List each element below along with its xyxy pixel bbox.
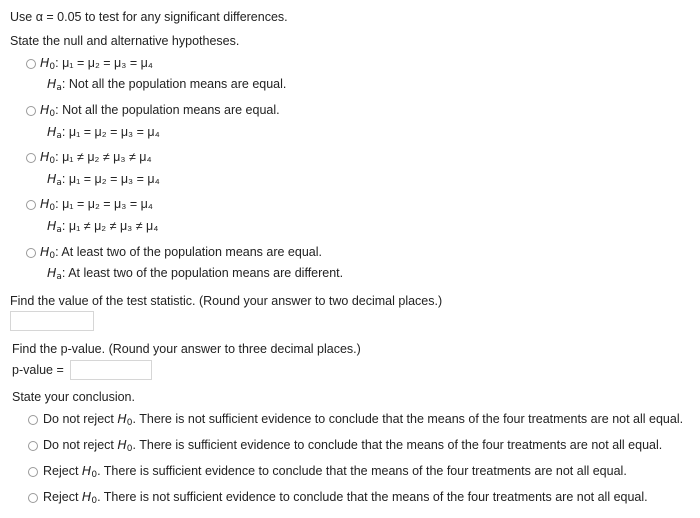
conclusion-prompt: State your conclusion. [12,390,135,404]
hypothesis-radio-5[interactable] [26,248,36,258]
hypothesis-option-3-ha: $H_a$: μ₁ = μ₂ = μ₃ = μ₄ [47,171,160,188]
hypothesis-radio-4[interactable] [26,200,36,210]
conclusion-option-2: Do not reject $H_0$. There is sufficient evidence to conclude that the means of the four treatments are not all equal. [43,437,663,454]
conclusion-option-4: Reject $H_0$. There is not sufficient evidence to conclude that the means of the four treatments are not all equal. [43,489,648,506]
conclusion-action: Reject [43,464,79,478]
hypothesis-option-2-h0: $H_0$: Not all the population means are equal. [40,102,280,119]
conclusion-option-1: Do not reject $H_0$. There is not sufficient evidence to conclude that the means of the four treatments are not all equal. [43,411,684,428]
pvalue-label: p-value = [12,363,64,377]
hypothesis-option-2-ha: $H_a$: μ₁ = μ₂ = μ₃ = μ₄ [47,124,160,141]
hypothesis-option-1-h0: $H_0$: μ₁ = μ₂ = μ₃ = μ₄ [40,55,153,72]
conclusion-text: There is not sufficient evidence to conclude that the means of the four treatments are not all equal. [103,490,648,504]
hypothesis-option-1-ha: $H_a$: Not all the population means are equal. [47,76,287,93]
ha-text: At least two of the population means are different. [68,266,344,280]
conclusion-text: There is sufficient evidence to conclude that the means of the four treatments are not all equal. [139,438,663,452]
conclusion-radio-4[interactable] [28,493,38,503]
conclusion-action: Do not reject [43,412,114,426]
h0-text: μ₁ = μ₂ = μ₃ = μ₄ [62,56,153,70]
test-statistic-input[interactable] [10,311,94,331]
h0-text: μ₁ = μ₂ = μ₃ = μ₄ [62,197,153,211]
hypothesis-option-4-ha: $H_a$: μ₁ ≠ μ₂ ≠ μ₃ ≠ μ₄ [47,218,159,235]
h0-text: μ₁ ≠ μ₂ ≠ μ₃ ≠ μ₄ [62,150,152,164]
hypothesis-radio-1[interactable] [26,59,36,69]
ha-text: μ₁ = μ₂ = μ₃ = μ₄ [68,172,160,186]
conclusion-text: There is sufficient evidence to conclude that the means of the four treatments are not all equal. [103,464,627,478]
hypothesis-radio-2[interactable] [26,106,36,116]
h0-text: Not all the population means are equal. [62,103,280,117]
pvalue-input[interactable] [70,360,152,380]
hypothesis-radio-3[interactable] [26,153,36,163]
hypothesis-option-5-ha: $H_a$: At least two of the population means are different. [47,265,344,282]
ha-text: μ₁ = μ₂ = μ₃ = μ₄ [68,125,160,139]
ha-text: Not all the population means are equal. [68,77,287,91]
conclusion-text: There is not sufficient evidence to conclude that the means of the four treatments are not all equal. [139,412,684,426]
alpha-statement: Use α = 0.05 to test for any significant differences. [10,10,288,24]
hypothesis-option-5-h0: $H_0$: At least two of the population means are equal. [40,244,322,261]
test-statistic-prompt: Find the value of the test statistic. (Round your answer to two decimal places.) [10,294,443,308]
conclusion-option-3: Reject $H_0$. There is sufficient evidence to conclude that the means of the four treatments are not all equal. [43,463,627,480]
hypothesis-option-4-h0: $H_0$: μ₁ = μ₂ = μ₃ = μ₄ [40,196,153,213]
hypothesis-option-3-h0: $H_0$: μ₁ ≠ μ₂ ≠ μ₃ ≠ μ₄ [40,149,152,166]
conclusion-radio-2[interactable] [28,441,38,451]
hypotheses-prompt: State the null and alternative hypotheses. [10,34,240,48]
conclusion-action: Reject [43,490,79,504]
conclusion-radio-3[interactable] [28,467,38,477]
conclusion-radio-1[interactable] [28,415,38,425]
conclusion-action: Do not reject [43,438,114,452]
pvalue-prompt: Find the p-value. (Round your answer to three decimal places.) [12,342,361,356]
h0-text: At least two of the population means are equal. [61,245,322,259]
ha-text: μ₁ ≠ μ₂ ≠ μ₃ ≠ μ₄ [68,219,159,233]
